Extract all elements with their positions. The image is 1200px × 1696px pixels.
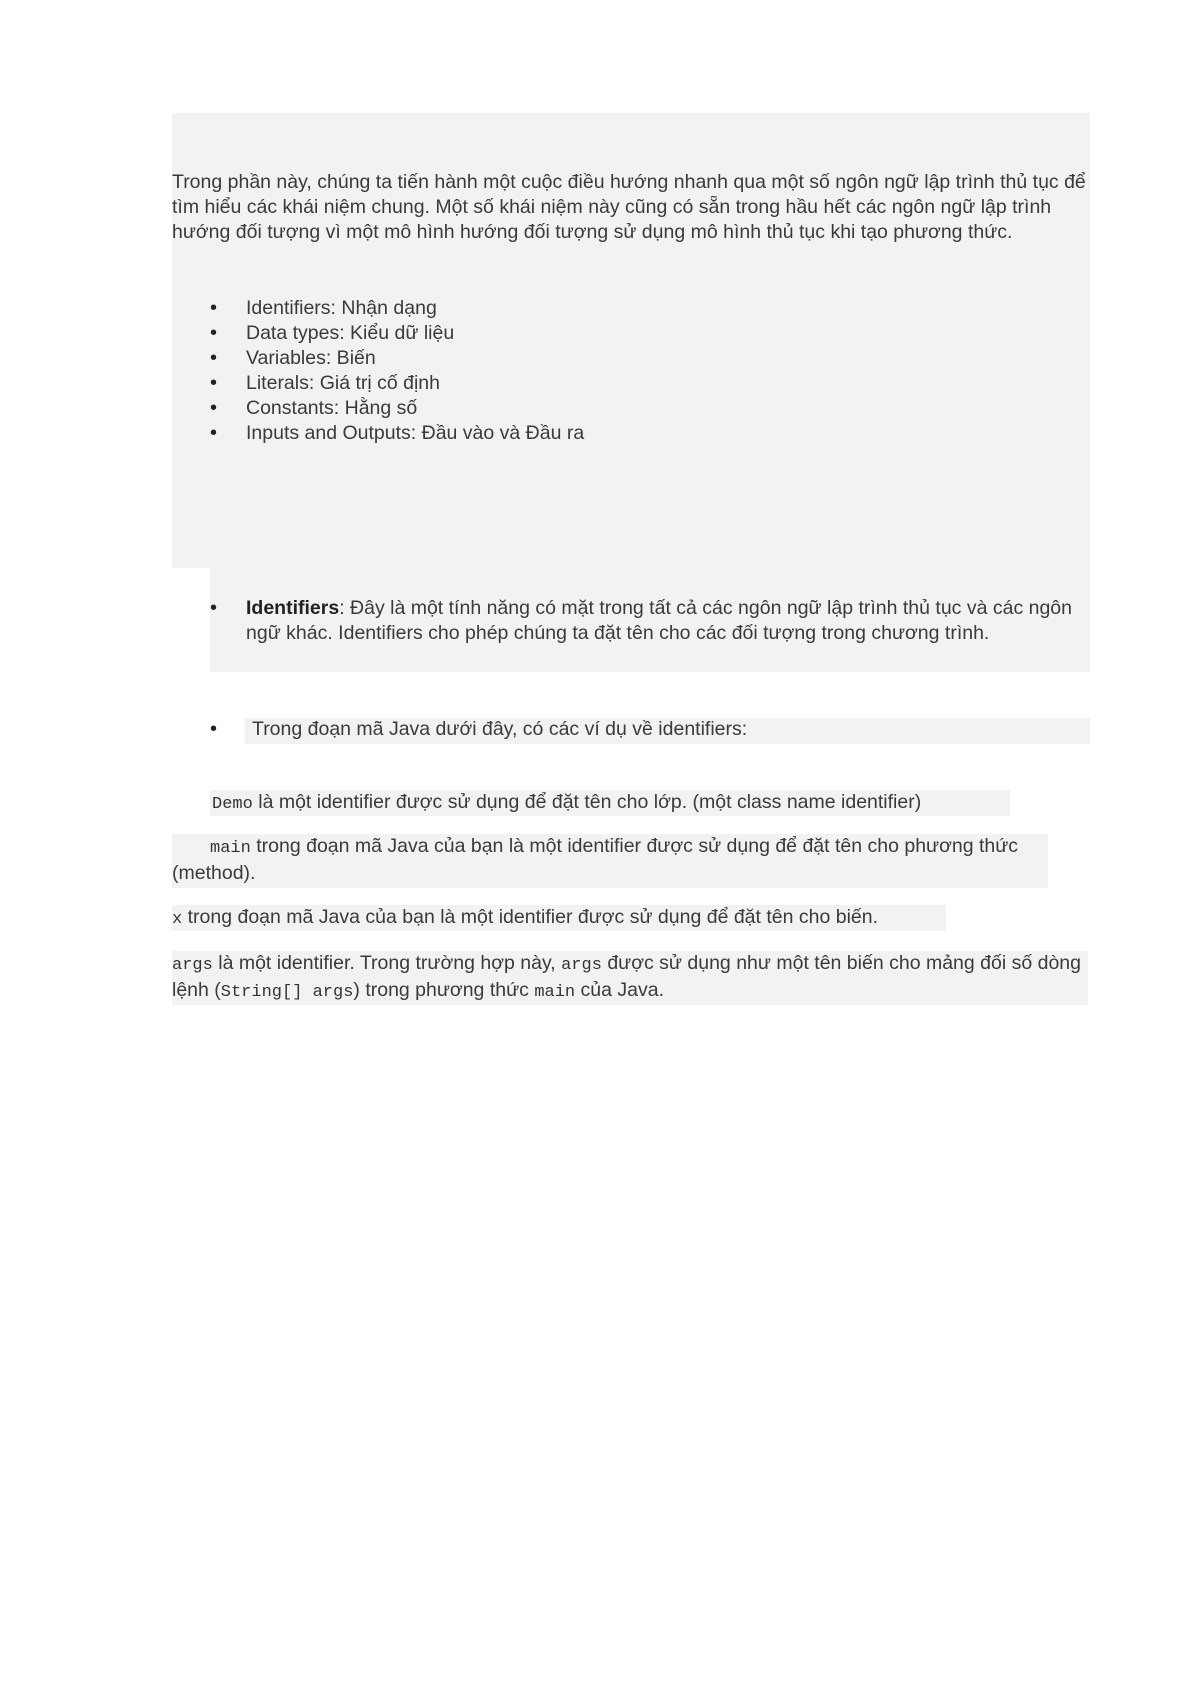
args-text-2: được sử dụng như một tên biến cho mảng đối số dòng lệnh ( <box>172 952 1081 1001</box>
x-code: x <box>172 910 183 929</box>
list-item: • Data types: Kiểu dữ liệu <box>172 321 1072 346</box>
args-text-3: ) trong phương thức <box>353 979 535 1001</box>
x-text: trong đoạn mã Java của bạn là một identifier được sử dụng để đặt tên cho biến. <box>182 906 879 928</box>
identifiers-description: : Đây là một tính năng có mặt trong tất cả các ngôn ngữ lập trình thủ tục và các ngôn ngữ khác. Identifiers cho phép chúng ta đặt tên cho các đối tượng trong chương trình. <box>246 597 1072 644</box>
args-code-2: args <box>561 956 602 975</box>
args-code-4: main <box>534 983 576 1002</box>
list-item: • Inputs and Outputs: Đầu vào và Đầu ra <box>172 421 1072 446</box>
main-text: trong đoạn mã Java của bạn là một identifier được sử dụng để đặt tên cho phương thức (method). <box>172 835 1019 884</box>
x-example <box>172 905 1092 932</box>
list-item: • Literals: Giá trị cố định <box>172 371 1072 396</box>
list-item: • Identifiers: Nhận dạng <box>172 296 1072 321</box>
args-example <box>172 951 1092 1005</box>
args-text-1: là một identifier. Trong trường hợp này, <box>212 952 562 974</box>
identifiers-term: Identifiers <box>246 597 340 619</box>
concept-list <box>172 296 1072 446</box>
args-code: args <box>172 956 213 975</box>
main-example <box>172 834 1092 886</box>
identifiers-list <box>172 596 1092 646</box>
identifiers-bullet <box>172 596 1092 646</box>
demo-text: là một identifier được sử dụng để đặt tên cho lớp. (một class name identifier) <box>252 791 922 813</box>
java-list <box>172 717 1092 742</box>
demo-example <box>172 790 1092 817</box>
args-code-3: String[] args <box>220 983 354 1002</box>
main-code: main <box>210 839 251 858</box>
demo-code: Demo <box>212 795 253 814</box>
list-item: • Variables: Biến <box>172 346 1072 371</box>
intro-paragraph: Trong phần này, chúng ta tiến hành một cuộc điều hướng nhanh qua một số ngôn ngữ lập trình thủ tục để tìm hiểu các khái niệm chung. Một số khái niệm này cũng có sẵn trong hầu hết các ngôn ngữ lập trình hướng đối tượng vì một mô hình hướng đối tượng sử dụng mô hình thủ tục khi tạo phương thức. <box>172 171 1086 243</box>
list-item: • Constants: Hằng số <box>172 396 1072 421</box>
args-text-4: của Java. <box>575 979 665 1001</box>
java-bullet: • Trong đoạn mã Java dưới đây, có các ví dụ về identifiers: <box>172 717 1092 742</box>
